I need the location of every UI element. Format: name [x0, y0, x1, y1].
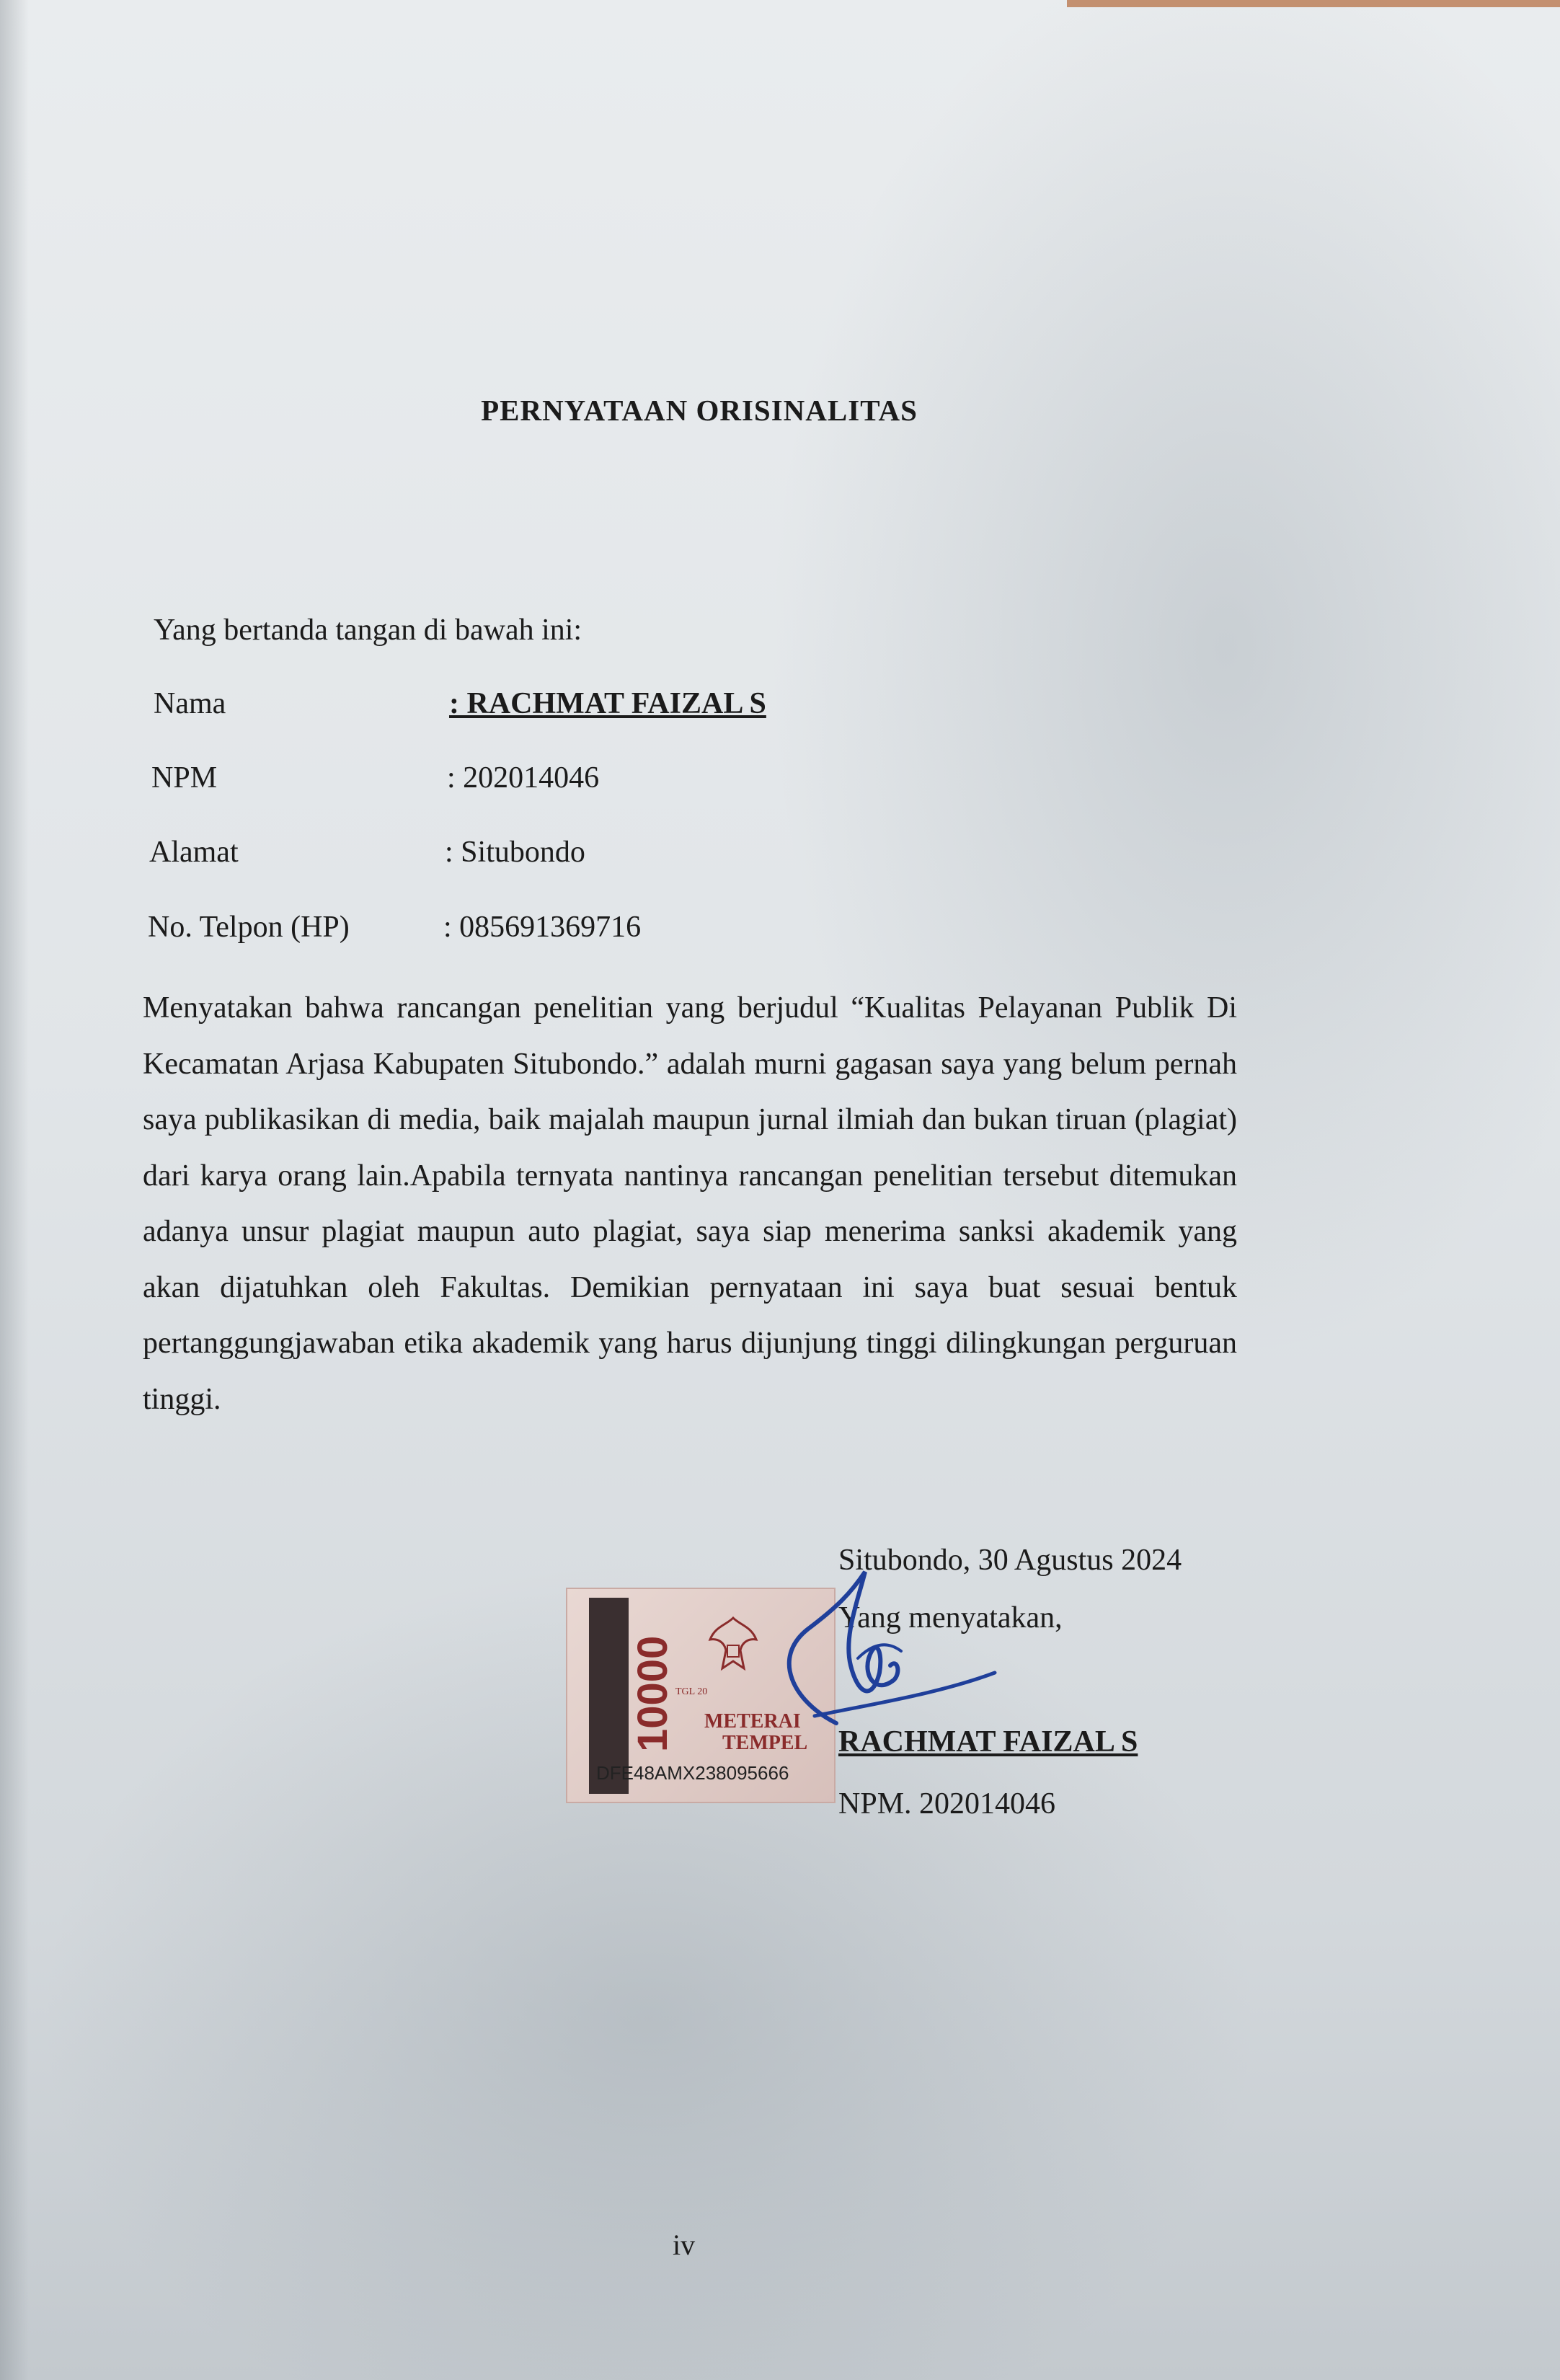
- field-value: : 202014046: [447, 761, 600, 795]
- stamp-value: 10000: [629, 1635, 676, 1752]
- stamp-label-2: TEMPEL: [722, 1732, 808, 1754]
- field-label: Alamat: [149, 836, 239, 869]
- handwritten-signature: [750, 1550, 1009, 1752]
- stamp-label-1: METERAI: [704, 1710, 801, 1733]
- page-number: iv: [673, 2229, 696, 2261]
- stamp-serial: DFE48AMX238095666: [596, 1762, 789, 1784]
- closing-text: Yang menyatakan,: [838, 1601, 1063, 1634]
- document-title: PERNYATAAN ORISINALITAS: [481, 394, 918, 427]
- field-label: Nama: [154, 687, 226, 720]
- page-shadow: [0, 0, 29, 2380]
- stamp-date-label: TGL 20: [675, 1686, 708, 1697]
- statement-paragraph: Menyatakan bahwa rancangan penelitian yang berjudul “Kualitas Pelayanan Publik Di Kecamatan Arjasa Kabupaten Situbondo.” adalah murni gagasan saya yang belum pernah saya publikasikan di media, baik majalah maupun jurnal ilmiah dan bukan tiruan (plagiat) dari karya orang lain.Apabila ternyata nantinya rancangan penelitian tersebut ditemukan adanya unsur plagiat maupun auto plagiat, saya siap menerima sanksi akademik yang akan dijatuhkan oleh Fakultas. Demikian pernyataan ini saya buat sesuai bentuk pertanggungjawaban etika akademik yang harus dijunjung tinggi dilingkungan perguruan tinggi.: [143, 991, 1237, 1416]
- intro-text: Yang bertanda tangan di bawah ini:: [154, 614, 582, 647]
- signer-npm: NPM. 202014046: [838, 1787, 1056, 1821]
- signer-name: RACHMAT FAIZAL S: [838, 1725, 1138, 1759]
- field-value: : 085691369716: [443, 911, 642, 944]
- field-label: NPM: [151, 761, 218, 795]
- page-edge: [1067, 0, 1560, 7]
- place-date: Situbondo, 30 Agustus 2024: [838, 1544, 1182, 1577]
- field-value: : Situbondo: [445, 836, 585, 869]
- field-value: : RACHMAT FAIZAL S: [449, 687, 766, 720]
- field-label: No. Telpon (HP): [148, 911, 350, 944]
